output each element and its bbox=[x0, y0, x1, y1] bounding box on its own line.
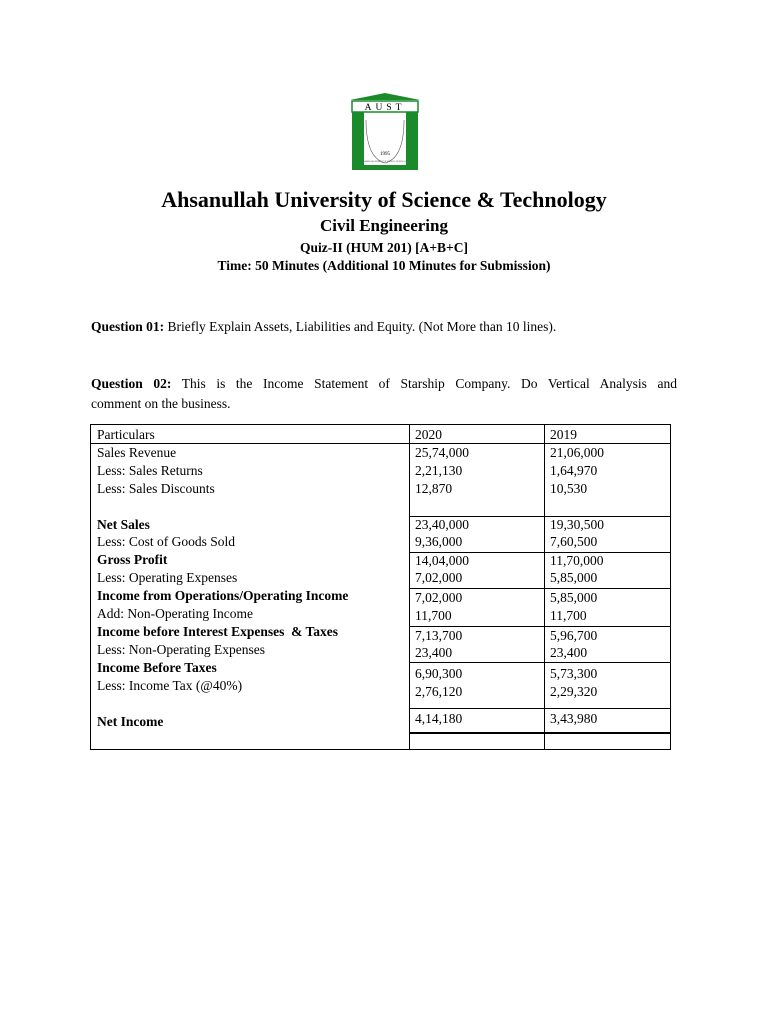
row-label: Less: Sales Returns bbox=[97, 463, 203, 478]
value-2019: 3,43,980 bbox=[550, 711, 598, 726]
question-02-line1: This is the Income Statement of Starship Company. Do Vertical Analysis and bbox=[171, 376, 677, 391]
value-2019: 10,530 bbox=[550, 481, 588, 496]
value-2020: 6,90,300 bbox=[415, 666, 463, 681]
time-info: Time: 50 Minutes (Additional 10 Minutes for Submission) bbox=[217, 258, 551, 273]
row-label: Add: Non-Operating Income bbox=[97, 606, 253, 621]
question-01-label: Question 01: bbox=[91, 319, 165, 334]
row-label: Income from Operations/Operating Income bbox=[97, 588, 349, 603]
value-2019: 11,70,000 bbox=[550, 553, 604, 568]
value-2020: 2,76,120 bbox=[415, 684, 463, 699]
row-label: Less: Income Tax (@40%) bbox=[97, 678, 243, 693]
logo-ring-text: AHSANULLAH UNIVERSITY OF SCIENCE & TECHNOLOGY bbox=[363, 162, 407, 163]
value-2020: 2,21,130 bbox=[415, 463, 463, 478]
value-2020: 23,400 bbox=[415, 645, 453, 660]
question-02-line2: comment on the business. bbox=[91, 396, 231, 411]
value-2019: 5,96,700 bbox=[550, 628, 598, 643]
value-2019: 7,60,500 bbox=[550, 534, 598, 549]
value-2019: 5,85,000 bbox=[550, 570, 598, 585]
value-2020: 12,870 bbox=[415, 481, 453, 496]
value-2020: 25,74,000 bbox=[415, 445, 469, 460]
value-2020: 9,36,000 bbox=[415, 534, 463, 549]
value-2019: 5,73,300 bbox=[550, 666, 598, 681]
quiz-title: Quiz-II (HUM 201) [A+B+C] bbox=[300, 240, 468, 255]
column-divider bbox=[544, 425, 545, 749]
value-2020: 14,04,000 bbox=[415, 553, 469, 568]
income-statement-table bbox=[90, 424, 671, 750]
question-01 bbox=[91, 317, 677, 337]
question-01-text: Briefly Explain Assets, Liabilities and Equity. (Not More than 10 lines). bbox=[164, 319, 557, 334]
value-2020: 23,40,000 bbox=[415, 517, 469, 532]
header-2019: 2019 bbox=[550, 427, 577, 442]
row-label: Income before Interest Expenses & Taxes bbox=[97, 624, 338, 639]
university-title: Ahsanullah University of Science & Technology bbox=[161, 187, 607, 212]
value-2019: 1,64,970 bbox=[550, 463, 598, 478]
value-2019: 2,29,320 bbox=[550, 684, 598, 699]
question-02-label: Question 02: bbox=[91, 376, 172, 391]
row-label: Less: Cost of Goods Sold bbox=[97, 534, 236, 549]
row-divider bbox=[409, 732, 671, 734]
header-2020: 2020 bbox=[415, 427, 442, 442]
header-particulars: Particulars bbox=[97, 427, 155, 442]
value-2019: 23,400 bbox=[550, 645, 588, 660]
value-2019: 19,30,500 bbox=[550, 517, 604, 532]
row-divider bbox=[409, 662, 671, 663]
row-divider bbox=[409, 708, 671, 709]
value-2019: 11,700 bbox=[550, 608, 587, 623]
value-2019: 5,85,000 bbox=[550, 590, 598, 605]
value-2020: 11,700 bbox=[415, 608, 452, 623]
logo-text: AUST bbox=[364, 103, 406, 113]
question-02 bbox=[91, 374, 677, 414]
logo-year: 1995 bbox=[380, 152, 390, 157]
column-divider bbox=[409, 425, 410, 749]
row-label: Less: Operating Expenses bbox=[97, 570, 238, 585]
value-2020: 4,14,180 bbox=[415, 711, 463, 726]
value-2020: 7,02,000 bbox=[415, 570, 463, 585]
value-2020: 7,13,700 bbox=[415, 628, 463, 643]
row-label: Net Sales bbox=[97, 517, 150, 532]
department-title: Civil Engineering bbox=[320, 216, 448, 235]
row-label: Income Before Taxes bbox=[97, 660, 217, 675]
row-label: Net Income bbox=[97, 714, 164, 729]
row-label: Gross Profit bbox=[97, 552, 168, 567]
row-label: Less: Non-Operating Expenses bbox=[97, 642, 265, 657]
row-label: Sales Revenue bbox=[97, 445, 177, 460]
value-2020: 7,02,000 bbox=[415, 590, 463, 605]
row-label: Less: Sales Discounts bbox=[97, 481, 215, 496]
value-2019: 21,06,000 bbox=[550, 445, 604, 460]
aust-logo bbox=[348, 92, 422, 172]
